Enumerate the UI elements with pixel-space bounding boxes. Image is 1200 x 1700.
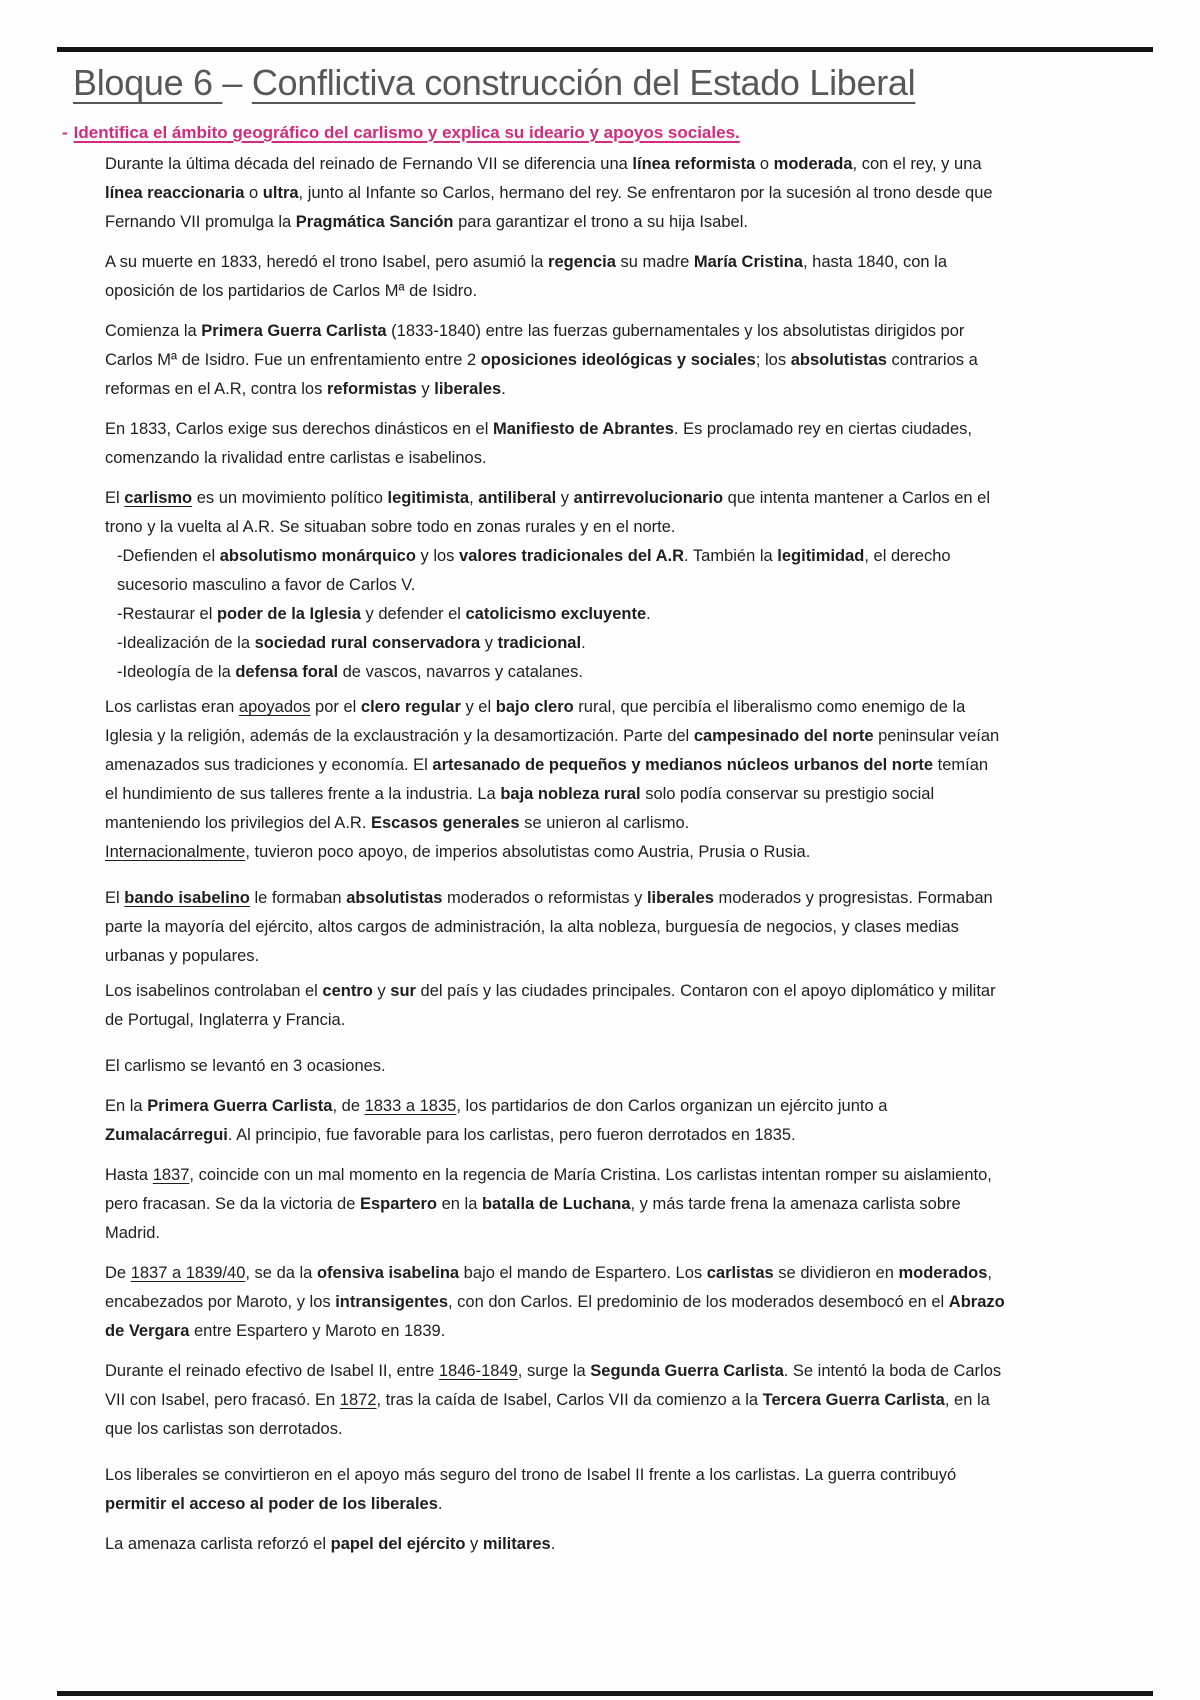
text-run: El carlismo se levantó en 3 ocasiones. bbox=[105, 1057, 386, 1075]
text-run: 1846-1849 bbox=[438, 1362, 518, 1380]
text-run: Espartero bbox=[359, 1195, 438, 1213]
paragraph bbox=[105, 1357, 1005, 1444]
text-run: por el bbox=[310, 698, 361, 716]
list-item bbox=[117, 600, 1005, 629]
text-run: moderados o reformistas y bbox=[442, 889, 647, 907]
list-item bbox=[117, 658, 1005, 687]
paragraph bbox=[105, 1259, 1005, 1346]
text-run: baja nobleza rural bbox=[500, 785, 641, 803]
paragraph bbox=[105, 884, 1005, 971]
text-run: ultra bbox=[262, 184, 299, 202]
paragraph bbox=[105, 1052, 1005, 1081]
text-run: ofensiva isabelina bbox=[316, 1264, 460, 1282]
top-divider bbox=[57, 47, 1153, 52]
text-run: regencia bbox=[548, 253, 616, 271]
text-run: reformistas bbox=[326, 380, 417, 398]
text-run: rural, que percibía el liberalismo como enemigo de la Iglesia y la religión, además de la exclaustración y la desamortización. Parte del bbox=[105, 698, 966, 745]
text-run: Zumalacárregui bbox=[105, 1126, 228, 1144]
text-run: Hasta bbox=[105, 1166, 153, 1184]
text-run: liberales bbox=[434, 380, 502, 398]
text-run: del país y las ciudades principales. Contaron con el apoyo diplomático y militar de Portugal, Inglaterra y Francia. bbox=[105, 982, 996, 1029]
text-run: Los liberales se convirtieron en el apoyo más seguro del trono de Isabel II frente a los carlistas. La guerra contribuyó bbox=[105, 1466, 957, 1484]
objective-text: Identifica el ámbito geográfico del carlismo y explica su ideario y apoyos sociales. bbox=[73, 123, 740, 142]
paragraph bbox=[105, 150, 1005, 237]
text-run: . bbox=[437, 1495, 443, 1513]
text-run: Tercera Guerra Carlista bbox=[762, 1391, 945, 1409]
text-run: militares bbox=[482, 1535, 551, 1553]
text-run: centro bbox=[322, 982, 373, 1000]
text-run: campesinado del norte bbox=[693, 727, 874, 745]
paragraph bbox=[105, 1092, 1005, 1150]
paragraph bbox=[105, 248, 1005, 306]
text-run: , surge la bbox=[517, 1362, 591, 1380]
text-run: sociedad rural conservadora bbox=[254, 634, 481, 652]
paragraph bbox=[105, 838, 1005, 867]
text-run: bando isabelino bbox=[124, 889, 250, 907]
text-run: , de bbox=[332, 1097, 365, 1115]
text-run: , y más tarde frena la amenaza carlista sobre Madrid. bbox=[105, 1195, 961, 1242]
text-run: le formaban bbox=[249, 889, 347, 907]
text-run: – bbox=[222, 62, 252, 103]
paragraph bbox=[105, 1530, 1005, 1559]
text-run: A su muerte en 1833, heredó el trono Isabel, pero asumió la bbox=[105, 253, 549, 271]
paragraph bbox=[105, 415, 1005, 473]
text-run: Pragmática Sanción bbox=[295, 213, 454, 231]
text-run: peninsular veían amenazados sus tradiciones y economía. El bbox=[105, 727, 1000, 774]
text-run: 1837 a 1839/40 bbox=[130, 1264, 246, 1282]
text-run: antiliberal bbox=[478, 489, 557, 507]
text-run: 1837 bbox=[152, 1166, 190, 1184]
text-run: se dividieron en bbox=[773, 1264, 899, 1282]
text-run: y el bbox=[460, 698, 496, 716]
text-run: oposiciones ideológicas y sociales bbox=[480, 351, 756, 369]
text-run: es un movimiento político bbox=[192, 489, 388, 507]
text-run: solo podía conservar su prestigio social manteniendo los privilegios del A.R. bbox=[105, 785, 935, 832]
text-run: Durante el reinado efectivo de Isabel II, entre bbox=[105, 1362, 439, 1380]
text-run: , el derecho sucesorio masculino a favor de Carlos V. bbox=[117, 547, 951, 594]
text-run: moderada bbox=[773, 155, 853, 173]
text-run: antirrevolucionario bbox=[573, 489, 724, 507]
text-run: apoyados bbox=[238, 698, 311, 716]
text-run: absolutistas bbox=[790, 351, 887, 369]
text-run: De bbox=[105, 1264, 131, 1282]
text-run: y bbox=[416, 380, 435, 398]
text-run: línea reformista bbox=[632, 155, 756, 173]
text-run: intransigentes bbox=[335, 1293, 448, 1311]
text-run: , en la que los carlistas son derrotados. bbox=[105, 1391, 990, 1438]
text-run: valores tradicionales del A.R bbox=[459, 547, 685, 565]
text-run: El bbox=[105, 489, 125, 507]
text-run: Primera Guerra Carlista bbox=[201, 322, 387, 340]
text-run: su madre bbox=[615, 253, 694, 271]
text-run: Los isabelinos controlaban el bbox=[105, 982, 323, 1000]
list-item bbox=[117, 542, 1005, 600]
text-run: que intenta mantener a Carlos en el trono y la vuelta al A.R. Se situaban sobre todo en zonas rurales y en el norte. bbox=[105, 489, 991, 536]
text-run: legitimidad bbox=[777, 547, 865, 565]
bottom-divider bbox=[57, 1691, 1153, 1696]
text-run: Abrazo de Vergara bbox=[105, 1293, 1005, 1340]
text-run: entre Espartero y Maroto en 1839. bbox=[189, 1322, 446, 1340]
text-run: . Se intentó la boda de Carlos VII con Isabel, pero fracasó. En bbox=[105, 1362, 1002, 1409]
text-run: bajo clero bbox=[495, 698, 574, 716]
text-run: tradicional bbox=[497, 634, 582, 652]
text-run: Los carlistas eran bbox=[105, 698, 239, 716]
text-run: , los partidarios de don Carlos organizan un ejército junto a bbox=[456, 1097, 888, 1115]
text-run: artesanado de pequeños y medianos núcleos urbanos del norte bbox=[432, 756, 934, 774]
text-run: -Defienden el bbox=[117, 547, 220, 565]
text-run: y defender el bbox=[360, 605, 466, 623]
page-title bbox=[73, 62, 915, 104]
document-body bbox=[105, 150, 1005, 1559]
text-run: , hasta 1840, con la oposición de los partidarios de Carlos Mª de Isidro. bbox=[105, 253, 948, 300]
text-run: sur bbox=[390, 982, 416, 1000]
text-run: Comienza la bbox=[105, 322, 202, 340]
text-run: o bbox=[244, 184, 263, 202]
paragraph bbox=[105, 317, 1005, 404]
text-run: , con el rey, y una bbox=[852, 155, 982, 173]
list-item bbox=[117, 629, 1005, 658]
text-run: carlistas bbox=[706, 1264, 774, 1282]
text-run: o bbox=[755, 155, 774, 173]
text-run: carlismo bbox=[124, 489, 193, 507]
text-run: . bbox=[581, 634, 586, 652]
text-run: . También la bbox=[684, 547, 778, 565]
text-run: . bbox=[646, 605, 651, 623]
text-run: legitimista bbox=[387, 489, 470, 507]
text-run: María Cristina bbox=[693, 253, 803, 271]
text-run: Conflictiva construcción del Estado Liberal bbox=[251, 62, 916, 103]
text-run: En la bbox=[105, 1097, 148, 1115]
text-run: -Ideología de la bbox=[117, 663, 236, 681]
text-run: , junto al Infante so Carlos, hermano del rey. Se enfrentaron por la sucesión al trono desde que Fernando VII promulga la bbox=[105, 184, 993, 231]
paragraph bbox=[105, 484, 1005, 542]
text-run: Bloque 6 bbox=[73, 62, 223, 103]
text-run: En 1833, Carlos exige sus derechos dinásticos en el bbox=[105, 420, 493, 438]
text-run: El bbox=[105, 889, 125, 907]
text-run: (1833-1840) entre las fuerzas gubernamentales y los absolutistas dirigidos por Carlos Mª de Isidro. Fue un enfrentamiento entre 2 bbox=[105, 322, 965, 369]
text-run: y los bbox=[415, 547, 460, 565]
text-run: 1872 bbox=[339, 1391, 377, 1409]
text-run: , bbox=[469, 489, 479, 507]
text-run: y bbox=[372, 982, 391, 1000]
text-run: Manifiesto de Abrantes bbox=[492, 420, 674, 438]
paragraph bbox=[105, 693, 1005, 838]
text-run: en la bbox=[437, 1195, 482, 1213]
text-run: liberales bbox=[646, 889, 714, 907]
text-run: y bbox=[480, 634, 498, 652]
text-run: -Restaurar el bbox=[117, 605, 217, 623]
text-run: papel del ejército bbox=[330, 1535, 466, 1553]
objective-bullet: - bbox=[62, 123, 68, 142]
text-run: ; los bbox=[755, 351, 791, 369]
text-run: permitir el acceso al poder de los liberales bbox=[105, 1495, 438, 1513]
text-run: moderados bbox=[898, 1264, 988, 1282]
text-run: . Al principio, fue favorable para los carlistas, pero fueron derrotados en 1835. bbox=[227, 1126, 796, 1144]
objective-heading bbox=[62, 123, 740, 143]
text-run: y bbox=[556, 489, 574, 507]
text-run: defensa foral bbox=[235, 663, 339, 681]
text-run: . bbox=[550, 1535, 556, 1553]
text-run: La amenaza carlista reforzó el bbox=[105, 1535, 331, 1553]
text-run: Durante la última década del reinado de Fernando VII se diferencia una bbox=[105, 155, 633, 173]
text-run: línea reaccionaria bbox=[105, 184, 245, 202]
text-run: absolutismo monárquico bbox=[219, 547, 416, 565]
text-run: moderados y progresistas. Formaban parte la mayoría del ejército, altos cargos de administración, la alta nobleza, burguesía de negocios, y clases medias urbanas y populares. bbox=[105, 889, 993, 965]
paragraph bbox=[105, 1461, 1005, 1519]
text-run: , encabezados por Maroto, y los bbox=[105, 1264, 992, 1311]
text-run: poder de la Iglesia bbox=[216, 605, 361, 623]
text-run: catolicismo excluyente bbox=[465, 605, 647, 623]
text-run: , se da la bbox=[245, 1264, 317, 1282]
text-run: Escasos generales bbox=[370, 814, 520, 832]
text-run: , con don Carlos. El predominio de los moderados desembocó en el bbox=[448, 1293, 949, 1311]
text-run: temían el hundimiento de sus talleres frente a la industria. La bbox=[105, 756, 989, 803]
text-run: , coincide con un mal momento en la regencia de María Cristina. Los carlistas intentan romper su aislamiento, pero fracasan. Se da la victoria de bbox=[105, 1166, 992, 1213]
paragraph bbox=[105, 977, 1005, 1035]
text-run: batalla de Luchana bbox=[481, 1195, 631, 1213]
text-run: Primera Guerra Carlista bbox=[147, 1097, 333, 1115]
text-run: contrarios a reformas en el A.R, contra los bbox=[105, 351, 978, 398]
text-run: Segunda Guerra Carlista bbox=[590, 1362, 784, 1380]
text-run: bajo el mando de Espartero. Los bbox=[459, 1264, 707, 1282]
text-run: para garantizar el trono a su hija Isabel. bbox=[453, 213, 748, 231]
text-run: absolutistas bbox=[346, 889, 443, 907]
text-run: -Idealización de la bbox=[117, 634, 255, 652]
text-run: 1833 a 1835 bbox=[364, 1097, 457, 1115]
text-run: , tras la caída de Isabel, Carlos VII da comienzo a la bbox=[376, 1391, 763, 1409]
text-run: de vascos, navarros y catalanes. bbox=[338, 663, 583, 681]
text-run: Internacionalmente bbox=[105, 843, 246, 861]
text-run: y bbox=[465, 1535, 483, 1553]
text-run: . bbox=[501, 380, 506, 398]
text-run: clero regular bbox=[360, 698, 461, 716]
text-run: . Es proclamado rey en ciertas ciudades, comenzando la rivalidad entre carlistas e isabelinos. bbox=[105, 420, 972, 467]
text-run: se unieron al carlismo. bbox=[519, 814, 690, 832]
paragraph bbox=[105, 1161, 1005, 1248]
text-run: , tuvieron poco apoyo, de imperios absolutistas como Austria, Prusia o Rusia. bbox=[245, 843, 811, 861]
